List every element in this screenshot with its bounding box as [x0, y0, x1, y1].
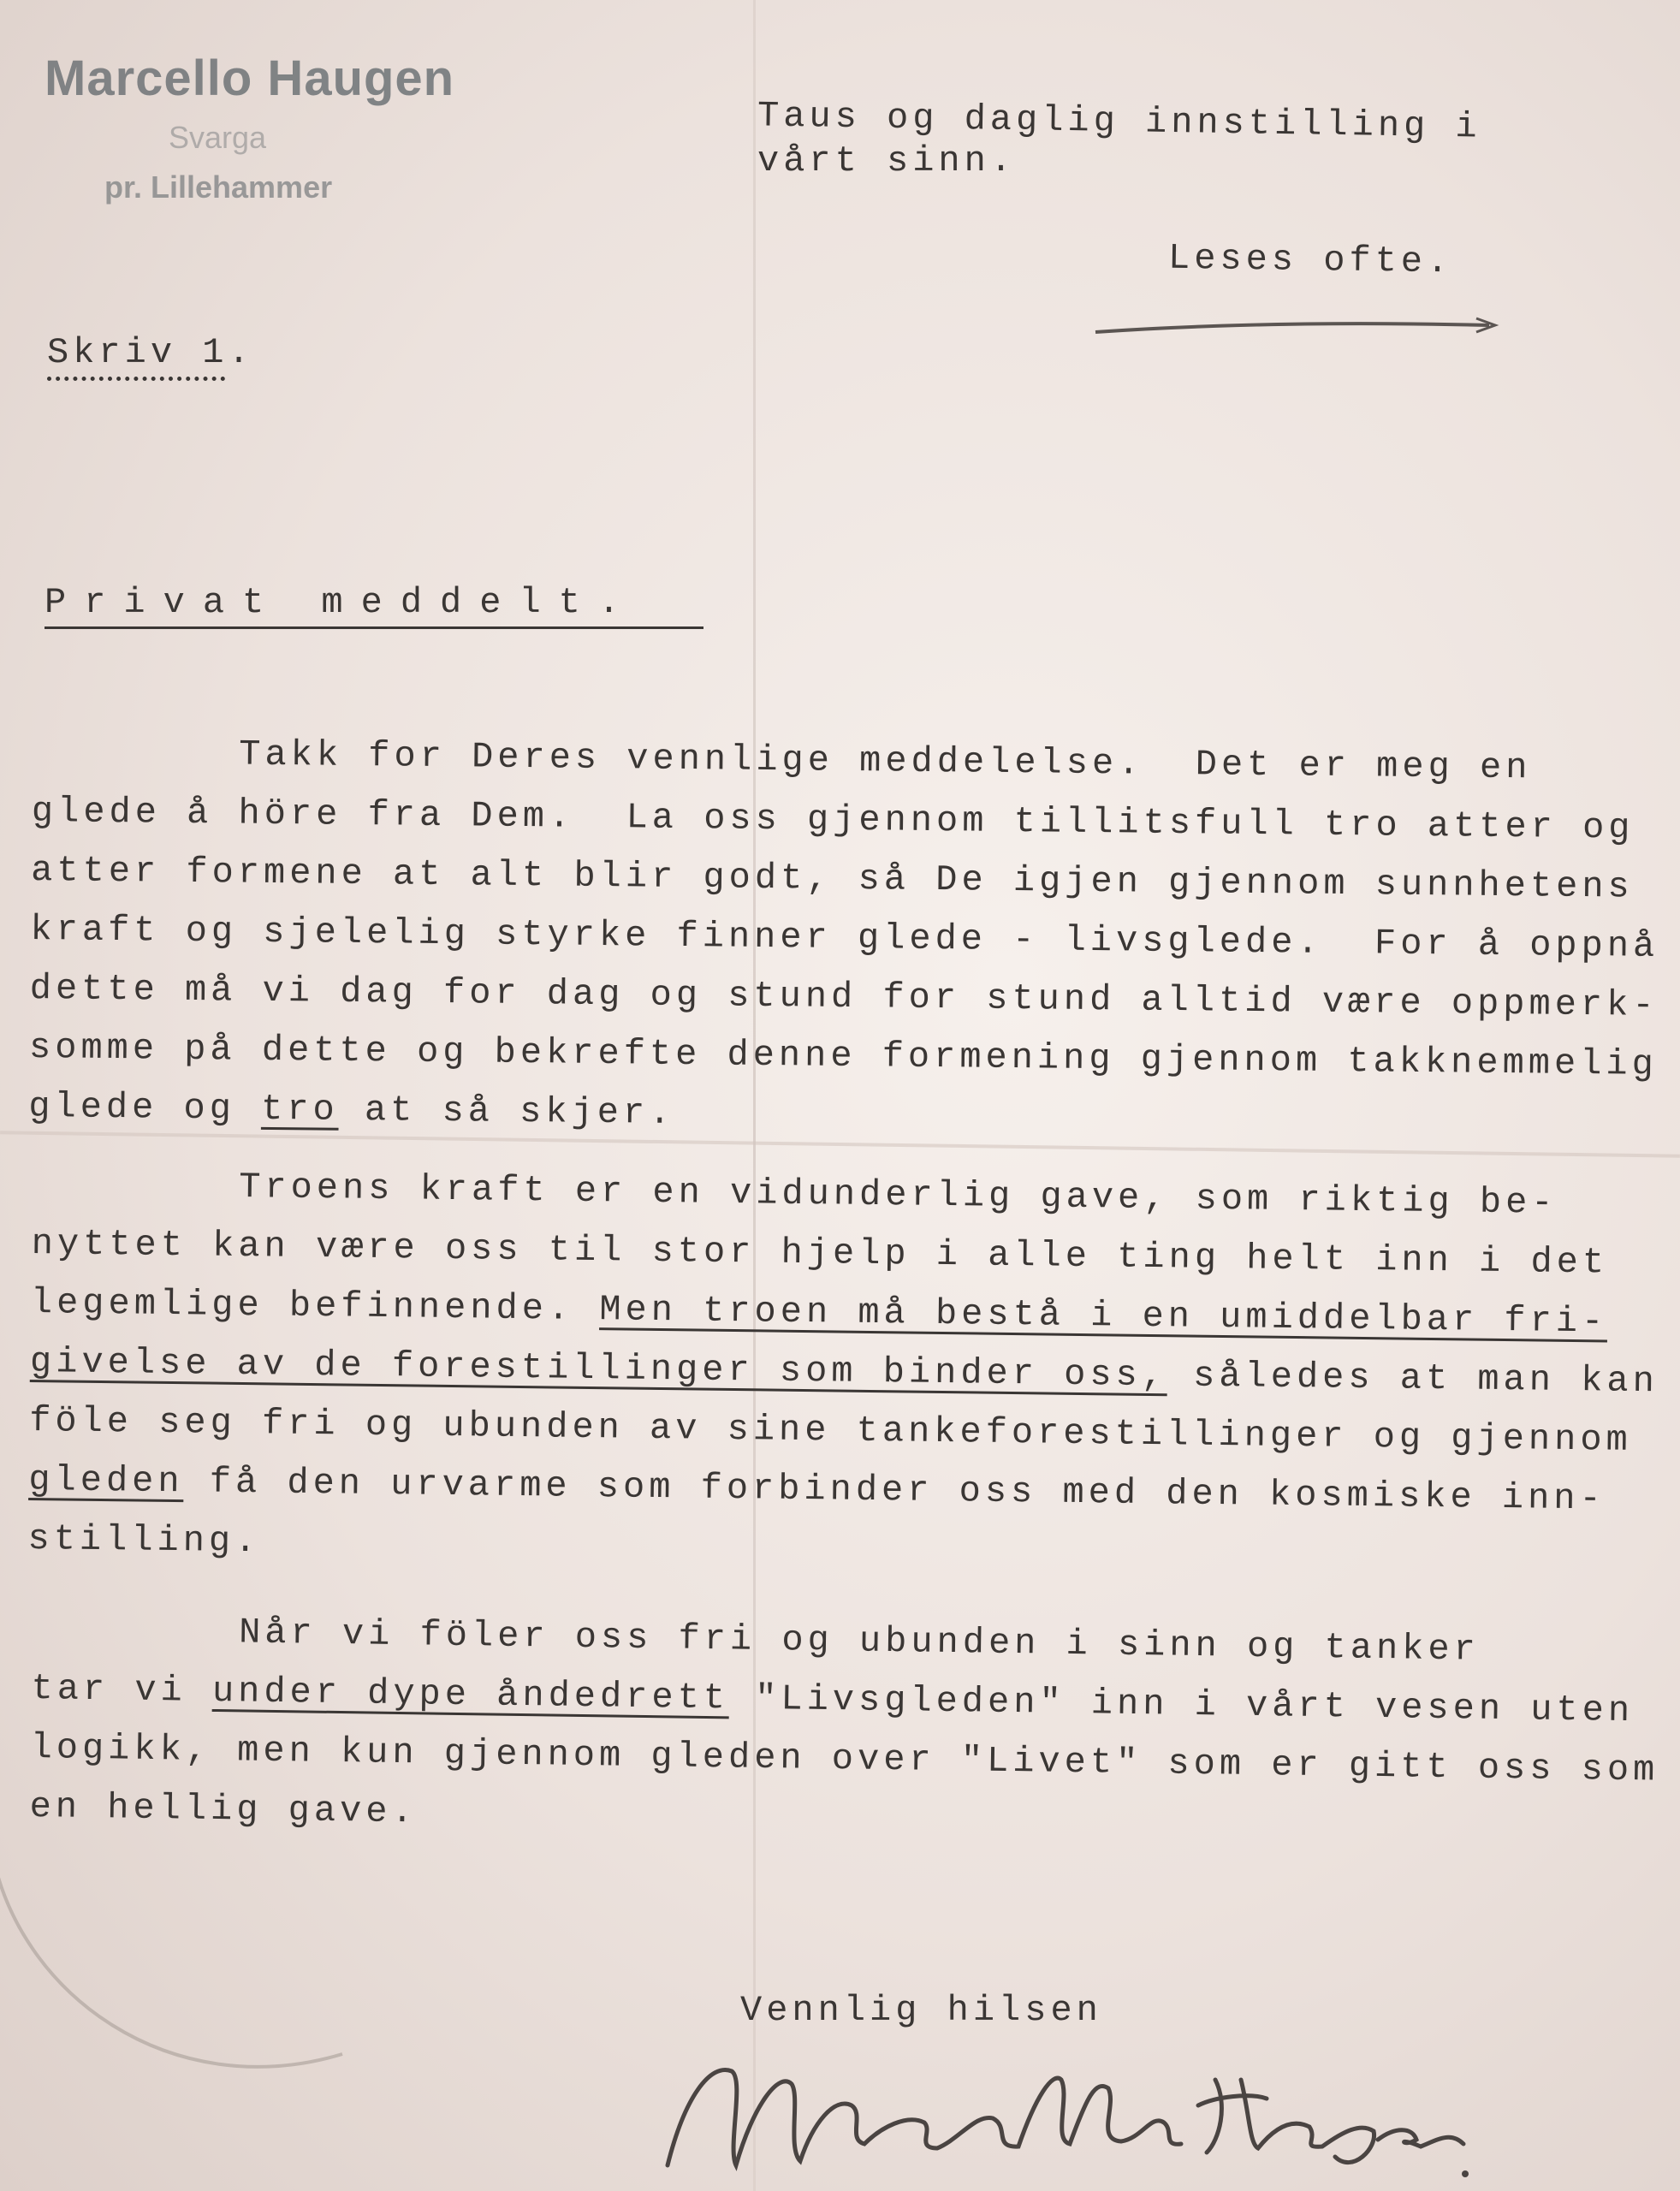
- p1-line-3: atter formene at alt blir godt, så De igjen gjennom sunnhetens: [30, 849, 1635, 908]
- p2-line-3-underlined: Men troen må bestå i en umiddelbar fri-: [599, 1289, 1608, 1343]
- p1-underlined-word: tro: [260, 1088, 340, 1131]
- arrow-underline: [1091, 317, 1502, 342]
- heading-underline: [45, 626, 703, 629]
- paragraph-1: [28, 723, 1661, 1154]
- motto-line-1: Taus og daglig innstilling i: [757, 95, 1482, 148]
- p1-line-5: dette må vi dag for dag og stund for stund alltid være oppmerk-: [29, 967, 1659, 1026]
- p1-line-6: somme på dette og bekrefte denne formening gjennom takknemmelig: [28, 1026, 1659, 1085]
- p1-line-1: Takk for Deres vennlige meddelelse. Det er meg en: [32, 731, 1532, 789]
- p3-line-3: logikk, men kun gjennom gleden over "Livet" som er gitt oss som: [30, 1726, 1659, 1791]
- p2-line-3-plain: legemlige befinnende.: [30, 1281, 600, 1331]
- p2-line-6-plain: få den urvarme som forbinder oss med den kosmiske inn-: [183, 1461, 1606, 1520]
- reference-dotted-underline: [47, 377, 225, 381]
- p2-line-2: nyttet kan være oss til stor hjelp i alle ting helt inn i det: [31, 1222, 1609, 1284]
- p2-line-6-underlined: gleden: [28, 1458, 184, 1503]
- read-often-note: Leses ofte.: [1167, 237, 1453, 283]
- closing-greeting: Vennlig hilsen: [740, 1990, 1102, 2031]
- p2-line-4-underlined: givelse av de forestillinger som binder oss,: [29, 1340, 1168, 1397]
- p2-line-4-plain: således at man kan: [1167, 1355, 1659, 1403]
- p1-line-4: kraft og sjelelig styrke finner glede - livsglede. For å oppnå: [30, 908, 1659, 967]
- reference-label: Skriv 1.: [47, 332, 254, 373]
- letter-heading: Privat meddelt.: [45, 582, 638, 623]
- paragraph-2: [27, 1155, 1661, 1588]
- stamp-place: Svarga: [169, 120, 267, 155]
- paragraph-3: [29, 1600, 1661, 1860]
- p2-line-1: Troens kraft er en vidunderlig gave, som riktig be-: [32, 1163, 1558, 1224]
- p1-line-7-end: at så skjer.: [338, 1089, 675, 1134]
- p1-line-7-start: glede og: [28, 1085, 262, 1130]
- handwritten-signature: [650, 2046, 1472, 2191]
- stamp-post: pr. Lillehammer: [104, 169, 333, 205]
- stamp-name: Marcello Haugen: [45, 50, 455, 106]
- p3-line-2-start: tar vi: [31, 1667, 213, 1712]
- p3-line-1: Når vi föler oss fri og ubunden i sinn og tanker: [32, 1608, 1481, 1671]
- p3-line-4: en hellig gave.: [29, 1785, 418, 1833]
- p3-line-2-underlined: under dype åndedrett: [211, 1670, 730, 1719]
- p3-line-2-end: "Livsgleden" inn i vårt vesen uten: [728, 1677, 1635, 1732]
- p2-line-7: stilling.: [27, 1517, 261, 1563]
- p1-line-2: glede å höre fra Dem. La oss gjennom tillitsfull tro atter og: [31, 790, 1635, 849]
- p2-line-5: föle seg fri og ubunden av sine tankeforestillinger og gjennom: [28, 1399, 1633, 1461]
- paper-stain: [0, 1823, 359, 2080]
- motto-line-2: vårt sinn.: [757, 140, 1017, 181]
- letterhead-stamp: [45, 50, 490, 221]
